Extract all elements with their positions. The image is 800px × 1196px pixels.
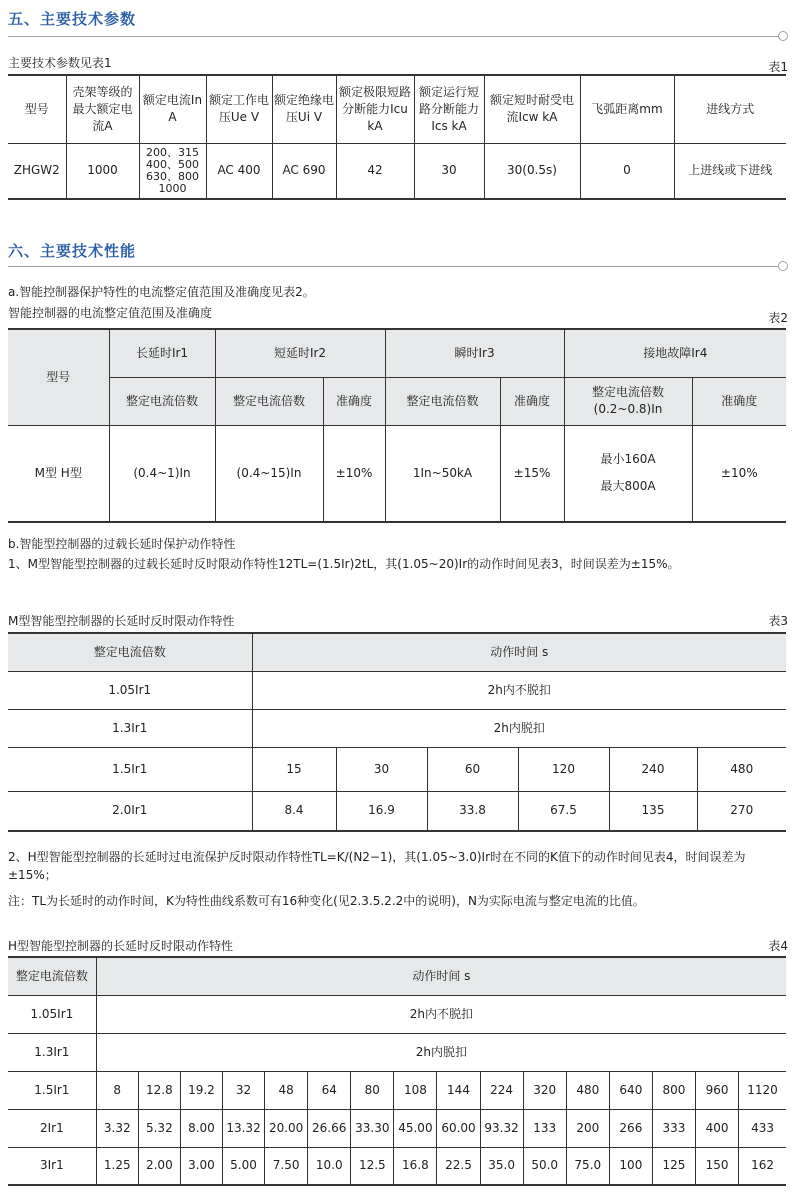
table1-header: 型号 bbox=[8, 75, 66, 143]
table2-cell: 1In~50kA bbox=[385, 425, 500, 522]
table3-cell: 1.3Ir1 bbox=[8, 709, 252, 747]
table4-cell: 1.05Ir1 bbox=[8, 995, 96, 1033]
table1-header: 壳架等级的最大额定电流A bbox=[66, 75, 139, 143]
table2-subheader: 准确度 bbox=[692, 377, 786, 425]
table-row bbox=[8, 671, 786, 709]
table2-subheader: 准确度 bbox=[500, 377, 564, 425]
table4-cell: 800 bbox=[652, 1071, 695, 1109]
table4-cell: 640 bbox=[609, 1071, 652, 1109]
table4-cell: 19.2 bbox=[180, 1071, 222, 1109]
table2-caption: 智能控制器的电流整定值范围及准确度 bbox=[8, 306, 213, 320]
table2-cell: ±15% bbox=[500, 425, 564, 522]
table4-cell: 26.66 bbox=[308, 1109, 351, 1147]
table4-cell: 133 bbox=[523, 1109, 566, 1147]
table3-cell: 270 bbox=[697, 791, 786, 831]
table1-header: 额定工作电压Ue V bbox=[206, 75, 272, 143]
table1-cell: AC 690 bbox=[272, 143, 336, 199]
table3-cell: 30 bbox=[336, 747, 427, 791]
table4-cell: 2.00 bbox=[138, 1147, 180, 1185]
table1-cell: 上进线或下进线 bbox=[674, 143, 786, 199]
table2-cell: (0.4~15)In bbox=[215, 425, 323, 522]
table1-number: 表1 bbox=[768, 60, 788, 74]
table3-cell: 240 bbox=[609, 747, 697, 791]
table4-cell: 333 bbox=[652, 1109, 695, 1147]
table4-cell: 433 bbox=[739, 1109, 786, 1147]
table2-header-ground: 接地故障Ir4 bbox=[564, 329, 786, 377]
table1-cell: 30 bbox=[414, 143, 484, 199]
table3-cell: 2.0Ir1 bbox=[8, 791, 252, 831]
table4-cell: 1120 bbox=[739, 1071, 786, 1109]
table-row bbox=[8, 425, 786, 522]
table4-caption: H型智能型控制器的长延时反时限动作特性 bbox=[8, 939, 234, 953]
table4-cell: 20.00 bbox=[265, 1109, 308, 1147]
table3-number: 表3 bbox=[768, 614, 788, 628]
table2-cell: (0.4~1)In bbox=[109, 425, 215, 522]
table1-cell: 1000 bbox=[66, 143, 139, 199]
table3-cell: 15 bbox=[252, 747, 336, 791]
paragraph-b: b.智能型控制器的过载长延时保护动作特性 bbox=[8, 537, 236, 551]
table1-header: 额定极限短路分断能力Icu kA bbox=[336, 75, 414, 143]
table4-cell: 400 bbox=[696, 1109, 739, 1147]
table4-cell: 150 bbox=[696, 1147, 739, 1185]
table4-cell: 48 bbox=[265, 1071, 308, 1109]
table3-header-mult: 整定电流倍数 bbox=[8, 633, 252, 671]
table4-cell: 1.25 bbox=[96, 1147, 138, 1185]
table4-cell: 3.00 bbox=[180, 1147, 222, 1185]
table1-header-row bbox=[8, 75, 786, 143]
table2-ground-max: 最大800A bbox=[600, 479, 656, 494]
table-row bbox=[8, 791, 786, 831]
table1-cell: 200、315 400、500 630、800 1000 bbox=[139, 143, 206, 199]
table4-header-mult: 整定电流倍数 bbox=[8, 957, 96, 995]
table3-cell: 33.8 bbox=[427, 791, 518, 831]
table3-cell: 120 bbox=[518, 747, 609, 791]
table1-cell: 42 bbox=[336, 143, 414, 199]
table-row bbox=[8, 1109, 786, 1147]
table4-cell: 200 bbox=[566, 1109, 609, 1147]
table2-subheader: 整定电流倍数 bbox=[109, 377, 215, 425]
paragraph-2: 2、H型智能型控制器的长延时过电流保护反时限动作特性TL=K/(N2−1)，其(1.05~3.0)Ir时在不同的K值下的动作时间见表4，时间误差为±15%； bbox=[8, 850, 746, 882]
table4-header-time: 动作时间 s bbox=[96, 957, 786, 995]
table4-cell: 16.8 bbox=[394, 1147, 437, 1185]
table4-cell: 480 bbox=[566, 1071, 609, 1109]
table2-ground-min: 最小160A bbox=[600, 452, 656, 467]
table2-cell bbox=[564, 425, 692, 522]
table4-cell: 12.8 bbox=[138, 1071, 180, 1109]
table3-cell: 67.5 bbox=[518, 791, 609, 831]
table4-cell: 32 bbox=[222, 1071, 264, 1109]
table4-cell: 1.5Ir1 bbox=[8, 1071, 96, 1109]
table4-cell: 45.00 bbox=[394, 1109, 437, 1147]
table-row bbox=[8, 709, 786, 747]
table4-cell: 2Ir1 bbox=[8, 1109, 96, 1147]
table4-cell: 75.0 bbox=[566, 1147, 609, 1185]
table4-cell: 35.0 bbox=[480, 1147, 523, 1185]
table4-cell: 320 bbox=[523, 1071, 566, 1109]
table2-number: 表2 bbox=[768, 311, 788, 325]
paragraph-b1: 1、M型智能型控制器的过载长延时反时限动作特性12TL=(1.5Ir)2tL，其(1.05~20)Ir的动作时间见表3，时间误差为±15%。 bbox=[8, 557, 680, 571]
table3-cell: 1.5Ir1 bbox=[8, 747, 252, 791]
table4-cell: 100 bbox=[609, 1147, 652, 1185]
section6-rule bbox=[8, 266, 784, 267]
table3-cell: 8.4 bbox=[252, 791, 336, 831]
table1 bbox=[8, 74, 786, 200]
table2-cell: ±10% bbox=[692, 425, 786, 522]
table2-header-long: 长延时Ir1 bbox=[109, 329, 215, 377]
table3-cell: 1.05Ir1 bbox=[8, 671, 252, 709]
table3-caption: M型智能型控制器的长延时反时限动作特性 bbox=[8, 614, 235, 628]
table4-number: 表4 bbox=[768, 939, 788, 953]
section6-title: 六、主要技术性能 bbox=[8, 242, 137, 260]
table2-subheader: 整定电流倍数 bbox=[385, 377, 500, 425]
table1-header: 飞弧距离mm bbox=[580, 75, 674, 143]
table1-header: 进线方式 bbox=[674, 75, 786, 143]
table2-cell: ±10% bbox=[323, 425, 385, 522]
table4-cell: 1.3Ir1 bbox=[8, 1033, 96, 1071]
table4-cell: 2h内脱扣 bbox=[96, 1033, 786, 1071]
table4-cell: 3Ir1 bbox=[8, 1147, 96, 1185]
table4-cell: 108 bbox=[394, 1071, 437, 1109]
table1-cell: 30(0.5s) bbox=[484, 143, 580, 199]
table4-cell: 33.30 bbox=[351, 1109, 394, 1147]
paragraph-a: a.智能控制器保护特性的电流整定值范围及准确度见表2。 bbox=[8, 285, 315, 299]
table4-cell: 8 bbox=[96, 1071, 138, 1109]
section5-rule bbox=[8, 36, 784, 37]
table4-cell: 8.00 bbox=[180, 1109, 222, 1147]
table1-caption: 主要技术参数见表1 bbox=[8, 56, 112, 70]
rule-end-circle-icon bbox=[778, 31, 788, 41]
table3-header-time: 动作时间 s bbox=[252, 633, 786, 671]
paragraph-note: 注：TL为长延时的动作时间，K为特性曲线系数可有16种变化(见2.3.5.2.2中的说明)，N为实际电流与整定电流的比值。 bbox=[8, 894, 645, 908]
table2-header-short: 短延时Ir2 bbox=[215, 329, 385, 377]
table4-cell: 266 bbox=[609, 1109, 652, 1147]
table-row bbox=[8, 1033, 786, 1071]
table4-cell: 93.32 bbox=[480, 1109, 523, 1147]
table2-header-row bbox=[8, 329, 786, 377]
table3-cell: 2h内不脱扣 bbox=[252, 671, 786, 709]
table1-header: 额定运行短路分断能力Ics kA bbox=[414, 75, 484, 143]
table4-cell: 5.00 bbox=[222, 1147, 264, 1185]
table2-cell: M型 H型 bbox=[8, 425, 109, 522]
table-row bbox=[8, 143, 786, 199]
table4-cell: 10.0 bbox=[308, 1147, 351, 1185]
table2 bbox=[8, 328, 786, 523]
table4-cell: 60.00 bbox=[437, 1109, 480, 1147]
table3-cell: 2h内脱扣 bbox=[252, 709, 786, 747]
table2-header-inst: 瞬时Ir3 bbox=[385, 329, 564, 377]
table-row bbox=[8, 1147, 786, 1185]
table1-cell: AC 400 bbox=[206, 143, 272, 199]
table1-header: 额定短时耐受电流Icw kA bbox=[484, 75, 580, 143]
table4 bbox=[8, 956, 786, 1186]
table3-header-row bbox=[8, 633, 786, 671]
table4-cell: 80 bbox=[351, 1071, 394, 1109]
table4-cell: 50.0 bbox=[523, 1147, 566, 1185]
table3 bbox=[8, 632, 786, 832]
table4-cell: 7.50 bbox=[265, 1147, 308, 1185]
table4-cell: 12.5 bbox=[351, 1147, 394, 1185]
table2-subheader: 整定电流倍数 bbox=[215, 377, 323, 425]
table2-subheader-row bbox=[8, 377, 786, 425]
table4-cell: 22.5 bbox=[437, 1147, 480, 1185]
table3-cell: 135 bbox=[609, 791, 697, 831]
table4-cell: 960 bbox=[696, 1071, 739, 1109]
table4-cell: 144 bbox=[437, 1071, 480, 1109]
table3-cell: 480 bbox=[697, 747, 786, 791]
table4-cell: 224 bbox=[480, 1071, 523, 1109]
table1-cell: ZHGW2 bbox=[8, 143, 66, 199]
table1-cell: 0 bbox=[580, 143, 674, 199]
table4-cell: 5.32 bbox=[138, 1109, 180, 1147]
table3-cell: 16.9 bbox=[336, 791, 427, 831]
table-row bbox=[8, 747, 786, 791]
table4-cell: 13.32 bbox=[222, 1109, 264, 1147]
table3-cell: 60 bbox=[427, 747, 518, 791]
section5-title: 五、主要技术参数 bbox=[8, 10, 137, 28]
table2-subheader: 整定电流倍数(0.2~0.8)In bbox=[564, 377, 692, 425]
table4-cell: 162 bbox=[739, 1147, 786, 1185]
table1-header: 额定电流In A bbox=[139, 75, 206, 143]
table2-subheader: 准确度 bbox=[323, 377, 385, 425]
table-row bbox=[8, 1071, 786, 1109]
table2-header-model: 型号 bbox=[8, 329, 109, 425]
rule-end-circle-icon bbox=[778, 261, 788, 271]
table4-cell: 3.32 bbox=[96, 1109, 138, 1147]
table4-header-row bbox=[8, 957, 786, 995]
table1-header: 额定绝缘电压Ui V bbox=[272, 75, 336, 143]
table4-cell: 64 bbox=[308, 1071, 351, 1109]
table4-cell: 2h内不脱扣 bbox=[96, 995, 786, 1033]
table-row bbox=[8, 995, 786, 1033]
table4-cell: 125 bbox=[652, 1147, 695, 1185]
